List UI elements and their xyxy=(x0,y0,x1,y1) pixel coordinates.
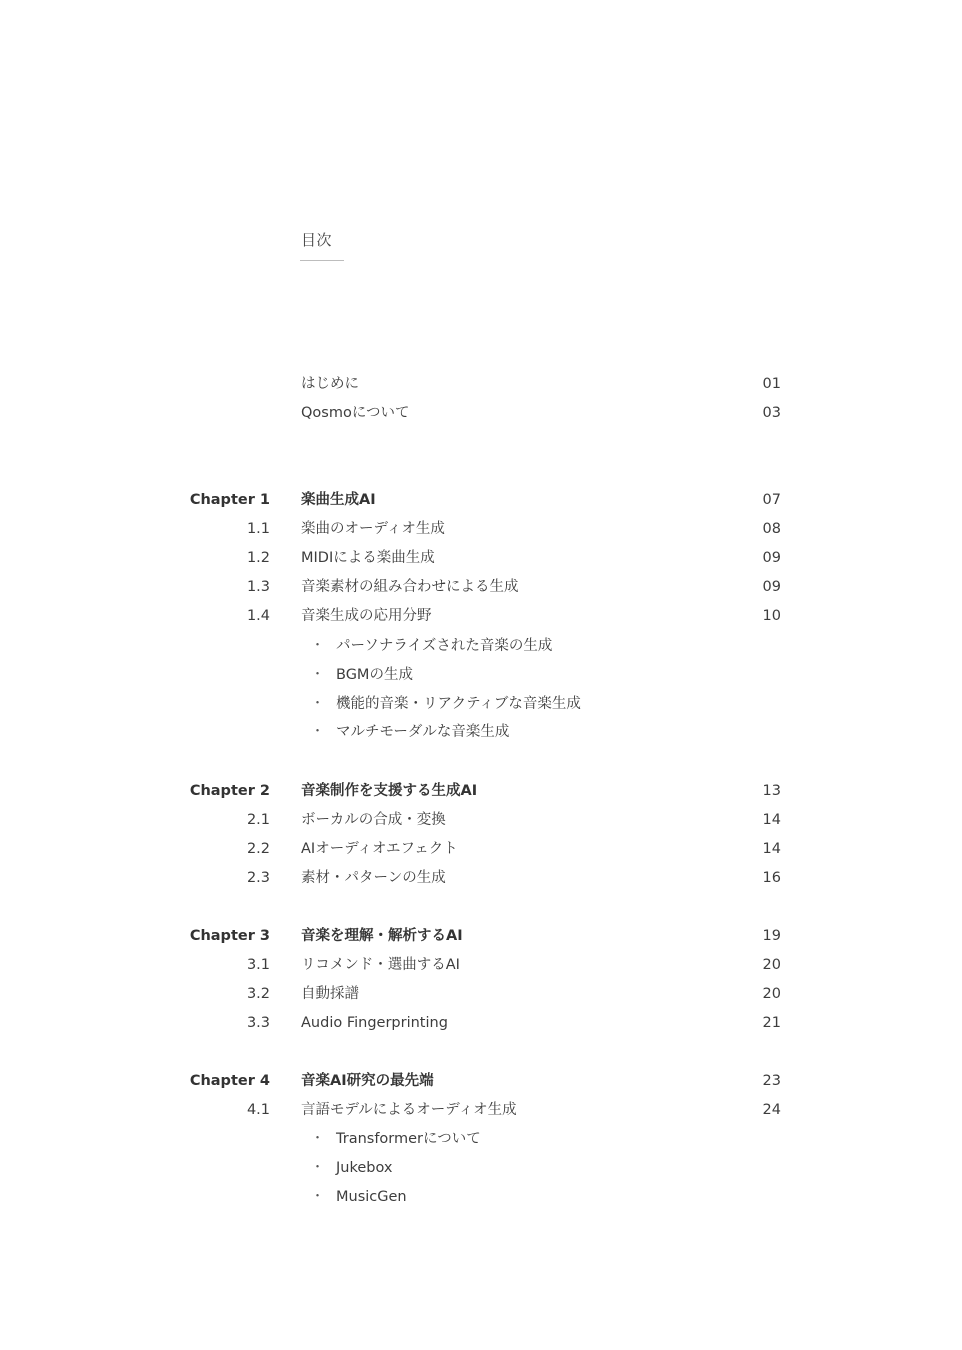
toc-section-2-2[interactable] xyxy=(0,838,962,860)
section-title: 言語モデルによるオーディオ生成 xyxy=(301,1102,517,1118)
chapter-title: 音楽を理解・解析するAI xyxy=(301,928,463,944)
bullet-marker: ・ xyxy=(311,1131,325,1146)
entry-page: 20 xyxy=(762,957,781,973)
chapter-title: 音楽AI研究の最先端 xyxy=(301,1073,434,1089)
chapter-number: Chapter 4 xyxy=(189,1073,270,1089)
toc-section-1-4[interactable] xyxy=(0,605,962,627)
entry-page: 07 xyxy=(762,492,781,508)
toc-section-4-1[interactable] xyxy=(0,1099,962,1121)
toc-chapter-1[interactable] xyxy=(0,489,962,511)
bullet-marker: ・ xyxy=(311,1160,325,1175)
toc-section-1-1[interactable] xyxy=(0,518,962,540)
bullet-marker: ・ xyxy=(311,667,325,682)
section-number: 2.2 xyxy=(246,841,270,857)
chapter-number: Chapter 2 xyxy=(189,783,270,799)
entry-page: 14 xyxy=(762,841,781,857)
section-title: AIオーディオエフェクト xyxy=(301,841,458,857)
bullet-marker: ・ xyxy=(311,724,325,739)
toc-subitem[interactable] xyxy=(0,693,962,715)
section-title: 自動採譜 xyxy=(301,986,359,1002)
section-title: リコメンド・選曲するAI xyxy=(301,957,460,973)
section-number: 2.3 xyxy=(246,870,270,886)
chapter-number: Chapter 1 xyxy=(189,492,270,508)
section-number: 1.4 xyxy=(246,608,270,624)
section-title: ボーカルの合成・変換 xyxy=(301,812,446,828)
entry-page: 23 xyxy=(762,1073,781,1089)
toc-subitem[interactable] xyxy=(0,635,962,657)
entry-page: 20 xyxy=(762,986,781,1002)
chapter-title: 楽曲生成AI xyxy=(301,492,376,508)
subitem-title: Transformerについて xyxy=(336,1131,481,1147)
section-title: Audio Fingerprinting xyxy=(301,1015,448,1031)
entry-page: 21 xyxy=(762,1015,781,1031)
toc-entry-intro[interactable] xyxy=(0,373,962,395)
bullet-marker: ・ xyxy=(311,696,325,711)
toc-section-2-1[interactable] xyxy=(0,809,962,831)
toc-section-2-3[interactable] xyxy=(0,867,962,889)
toc-heading: 目次 xyxy=(301,231,333,249)
section-title: 音楽素材の組み合わせによる生成 xyxy=(301,579,519,595)
toc-section-1-3[interactable] xyxy=(0,576,962,598)
chapter-number: Chapter 3 xyxy=(189,928,270,944)
entry-page: 08 xyxy=(762,521,781,537)
section-number: 3.3 xyxy=(246,1015,270,1031)
entry-page: 09 xyxy=(762,550,781,566)
toc-chapter-4[interactable] xyxy=(0,1070,962,1092)
section-number: 3.2 xyxy=(246,986,270,1002)
toc-section-3-2[interactable] xyxy=(0,983,962,1005)
toc-subitem[interactable] xyxy=(0,1128,962,1150)
section-title: MIDIによる楽曲生成 xyxy=(301,550,435,566)
chapter-title: 音楽制作を支援する生成AI xyxy=(301,783,478,799)
toc-subitem[interactable] xyxy=(0,664,962,686)
section-title: 楽曲のオーディオ生成 xyxy=(301,521,445,537)
toc-entry-about[interactable] xyxy=(0,402,962,424)
entry-page: 19 xyxy=(762,928,781,944)
section-title: 音楽生成の応用分野 xyxy=(301,608,432,624)
toc-chapter-2[interactable] xyxy=(0,780,962,802)
section-number: 4.1 xyxy=(246,1102,270,1118)
entry-page: 09 xyxy=(762,579,781,595)
entry-page: 24 xyxy=(762,1102,781,1118)
entry-page: 13 xyxy=(762,783,781,799)
entry-page: 01 xyxy=(762,376,781,392)
toc-subitem[interactable] xyxy=(0,721,962,743)
section-number: 2.1 xyxy=(246,812,270,828)
subitem-title: マルチモーダルな音楽生成 xyxy=(336,724,510,740)
subitem-title: Jukebox xyxy=(336,1160,393,1176)
heading-underline xyxy=(300,260,344,261)
toc-subitem[interactable] xyxy=(0,1186,962,1208)
toc-section-3-3[interactable] xyxy=(0,1012,962,1034)
section-number: 3.1 xyxy=(246,957,270,973)
entry-label: はじめに xyxy=(301,376,359,392)
toc-subitem[interactable] xyxy=(0,1157,962,1179)
section-number: 1.2 xyxy=(246,550,270,566)
toc-section-3-1[interactable] xyxy=(0,954,962,976)
entry-label: Qosmoについて xyxy=(301,405,410,421)
subitem-title: BGMの生成 xyxy=(336,667,413,683)
entry-page: 16 xyxy=(762,870,781,886)
section-number: 1.1 xyxy=(246,521,270,537)
section-number: 1.3 xyxy=(246,579,270,595)
entry-page: 10 xyxy=(762,608,781,624)
entry-page: 14 xyxy=(762,812,781,828)
entry-page: 03 xyxy=(762,405,781,421)
toc-section-1-2[interactable] xyxy=(0,547,962,569)
toc-chapter-3[interactable] xyxy=(0,925,962,947)
bullet-marker: ・ xyxy=(311,638,325,653)
subitem-title: 機能的音楽・リアクティブな音楽生成 xyxy=(336,696,581,712)
section-title: 素材・パターンの生成 xyxy=(301,870,446,886)
subitem-title: パーソナライズされた音楽の生成 xyxy=(336,638,553,654)
subitem-title: MusicGen xyxy=(336,1189,407,1205)
bullet-marker: ・ xyxy=(311,1189,325,1204)
